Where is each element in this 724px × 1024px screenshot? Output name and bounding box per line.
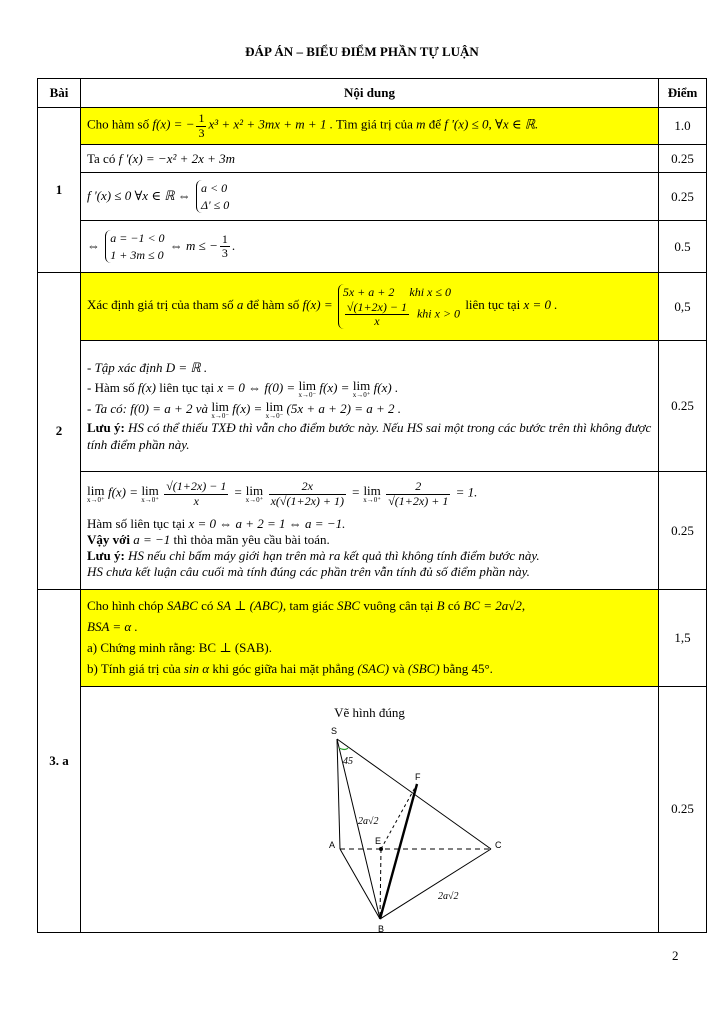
q2-lim-plus-text: lim [352, 378, 371, 394]
q2-r3-lim-4 [363, 484, 381, 504]
q2-r3-f1-n: √(1+2x) − 1 [166, 479, 227, 494]
q2-lim-plus-sub: x→0⁺ [352, 391, 371, 400]
q2-lim-minus-2 [211, 400, 229, 420]
q2-lim-minus-text: lim [298, 378, 316, 394]
header-bai: Bài [38, 79, 81, 108]
q1-statement [81, 108, 659, 145]
q3-l1b: có [201, 598, 214, 614]
q2-piecewise [338, 284, 460, 328]
q2-r3-eq-a: f(x) = [107, 484, 139, 500]
page-number: 2 [672, 948, 679, 963]
q3-statement: Cho hình chóp SABC có SA ⊥ (ABC), tam giác SBC vuông cân tại B có BC = 2a√2, BSA = α . a) Chứng minh rằng: BC ⊥ (SAB). b) Tính giá trị của sin α khi góc giữa hai mặt phẳng (SAC) và (SBC) bằng 45°. [81, 590, 659, 687]
q3-part-a: a) Chứng minh rằng: BC ⊥ (SAB). [87, 640, 273, 655]
q1-func-b: x³ + x² + 3mx + m + 1 . [208, 116, 333, 132]
q2-note: HS có thể thiếu TXĐ thì vẫn cho điểm bước này. Nếu HS sai một trong các bước trên thì không được tính điểm phần này. [87, 420, 652, 453]
q2-r3-frac-1 [164, 480, 228, 507]
table-header [38, 79, 707, 108]
q1-condition [81, 173, 659, 221]
q2-r3-lim-3-text: lim [245, 483, 264, 498]
q2-text-b: để hàm số [246, 297, 300, 313]
q1-score-2: 0.25 [659, 145, 707, 173]
q2-r3-note-1: HS nếu chỉ bấm máy giới hạn trên mà ra kết quả thì không tính điểm bước này. [128, 548, 540, 564]
page-title: ĐÁP ÁN – BIỂU ĐIỂM PHẦN TỰ LUẬN [245, 44, 479, 59]
angle-arc [339, 748, 348, 750]
q1-r3-s2: Δ' ≤ 0 [201, 197, 230, 212]
q3-sbc2: (SBC) [407, 660, 440, 676]
header-diem: Điểm [659, 79, 707, 108]
q1-r3-s1: a < 0 [201, 180, 228, 195]
q1-r4-system [105, 230, 164, 264]
q2-case-2-cond: khi x > 0 [416, 306, 461, 321]
q2-fx: f(x) = [302, 297, 333, 313]
q3-l1d: vuông cân tại [363, 598, 434, 614]
q1-r4-res: ⇔ m ≤ − [169, 237, 218, 253]
q3-sin: sin α [183, 660, 210, 676]
q1-row-3 [38, 173, 707, 221]
label-a: A [329, 839, 336, 850]
q2-number: 2 [38, 273, 81, 590]
q2-r3-note-label: Lưu ý: [87, 548, 125, 564]
q2-l2d: x = 0 ⇔ f(0) = [217, 380, 296, 396]
q2-domain: - Tập xác định D = ℝ . [87, 360, 208, 376]
q2-lim-minus-2-text: lim [211, 399, 229, 415]
q1-number: 1 [38, 108, 81, 273]
q1-r4-dot: . [231, 237, 236, 253]
q3-row-2 [38, 687, 707, 933]
q1-row-1 [38, 108, 707, 145]
q3-sac: (SAC) [357, 660, 390, 676]
q1-r3-system [196, 180, 229, 214]
q2-score-3: 0.25 [659, 472, 707, 590]
q1-frac-d: 3 [198, 125, 205, 140]
q2-r3-f3-n: 2 [386, 480, 450, 494]
q2-lim-minus-sub: x→0⁻ [298, 391, 317, 400]
q2-case-2-den: x [374, 314, 380, 329]
q1-derivative [81, 145, 659, 173]
q3-l1e: có [447, 598, 461, 614]
q2-l2c: liên tục tại [159, 380, 215, 396]
q2-lim-minus-2-sub: x→0⁻ [211, 412, 230, 421]
q2-l2a: - Hàm số [87, 380, 135, 396]
q3-l1c: , tam giác [282, 598, 334, 614]
q1-r2-text: Ta có [87, 150, 116, 166]
q3-lb-b: khi góc giữa hai mặt phẳng [212, 660, 355, 676]
q2-lim-minus-3 [266, 400, 284, 420]
q2-l3a: - Ta có: f(0) = a + 2 và [87, 401, 209, 417]
q3-B: B [436, 598, 445, 614]
q1-row-4 [38, 221, 707, 273]
label-e: E [375, 835, 382, 846]
label-c: C [495, 839, 502, 850]
q2-r3-lim-2-sub: x→0⁺ [141, 496, 159, 504]
q1-r4-arrow: ⇔ [87, 237, 100, 253]
q2-a: a [236, 297, 244, 313]
q1-frac-n: 1 [198, 111, 205, 126]
q3-sbc: SBC [336, 598, 361, 614]
q2-l3b: f(x) = [232, 401, 263, 417]
q2-r3-l3b: a = −1 [133, 531, 171, 547]
q3-perp: SA ⊥ (ABC) [216, 598, 283, 614]
q2-r3-lim-2 [141, 484, 159, 504]
segment-be [380, 849, 381, 919]
q2-r3-lim-4-text: lim [363, 483, 381, 498]
q2-row-1 [38, 273, 707, 341]
q2-r3-f2-n: 2x [269, 480, 346, 494]
q2-r3-l3c: thì thỏa mãn yêu cầu bài toán. [173, 531, 330, 547]
q2-r3-lim-4-sub: x→0⁺ [363, 496, 381, 504]
q1-result [81, 221, 659, 273]
q2-r3-f2-d: x(√(1+2x) + 1) [270, 493, 344, 508]
q2-l2b: f(x) [137, 380, 156, 396]
q2-r3-lim-3-sub: x→0⁺ [245, 496, 264, 504]
q2-lim-minus-3-text: lim [265, 399, 284, 415]
label-length-2: 2a√2 [438, 890, 459, 902]
answer-table [37, 78, 707, 933]
q2-r3-l2a: Hàm số liên tục tại [87, 515, 186, 531]
q3-lb-d: bằng 45°. [442, 660, 493, 676]
label-length-1: 2a√2 [358, 815, 379, 827]
q1-r3-lhs: f '(x) ≤ 0 ∀x ∈ ℝ ⇔ [87, 187, 191, 203]
q1-score-3: 0.25 [659, 173, 707, 221]
label-angle: 45 [343, 755, 353, 767]
q2-r3-l2b: x = 0 ⇔ a + 2 = 1 ⇔ a = −1. [188, 515, 346, 531]
label-s: S [331, 725, 338, 736]
q2-row-2 [38, 341, 707, 472]
q2-r3-eq-b: = [233, 484, 243, 500]
q3-number: 3. a [38, 590, 81, 933]
q3-row-1 [38, 590, 707, 687]
q1-cond: f '(x) ≤ 0, ∀x ∈ ℝ. [444, 116, 539, 132]
edge-ab [340, 849, 380, 919]
q1-frac [196, 112, 206, 139]
q2-note-label: Lưu ý: [87, 420, 125, 436]
q2-case-2-frac [345, 301, 409, 328]
q2-r3-f1-d: x [193, 493, 199, 508]
q2-lim-minus [298, 379, 316, 399]
q1-text-a: Cho hàm số [87, 116, 150, 132]
header-noi-dung: Nội dung [81, 79, 659, 108]
q2-r3-eq-d: = 1. [455, 484, 478, 500]
q2-l2f: f(x) . [373, 380, 399, 396]
segment-ef [381, 784, 417, 849]
q2-score-2: 0.25 [659, 341, 707, 472]
label-f: F [415, 771, 421, 782]
q1-r2-expr: f '(x) = −x² + 2x + 3m [118, 150, 236, 166]
q2-case-1: 5x + a + 2 [342, 285, 395, 300]
q2-x0: x = 0 . [523, 297, 558, 313]
q2-case-1-cond: khi x ≤ 0 [409, 285, 451, 300]
q1-score-4: 0.5 [659, 221, 707, 273]
q2-text-a: Xác định giá trị của tham số [87, 297, 234, 313]
q2-r3-lim-1-sub: x→0⁺ [87, 496, 105, 504]
q2-r3-frac-3 [386, 480, 450, 507]
q2-r3-f3-d: √(1+2x) + 1 [388, 493, 449, 508]
q2-r3-frac-2 [269, 480, 346, 507]
point-e [379, 847, 383, 851]
q3-sabc: SABC [166, 598, 198, 614]
label-b: B [378, 923, 385, 932]
q1-r4-s1: a = −1 < 0 [110, 230, 165, 245]
q1-text-c: để [428, 116, 442, 132]
q2-l3c: (5x + a + 2) = a + 2 . [286, 401, 402, 417]
q3-bc: BC = 2a√2 [463, 598, 522, 614]
q3-score-1: 1,5 [659, 590, 707, 687]
q2-r3-lim-2-text: lim [141, 483, 159, 498]
edge-sa [337, 739, 340, 849]
q1-r4-frac-n: 1 [221, 231, 228, 246]
q2-r3-lim-1-text: lim [87, 483, 105, 498]
q2-solution-2 [81, 472, 659, 590]
q2-r3-eq-c: = [351, 484, 361, 500]
q1-score-1: 1.0 [659, 108, 707, 145]
q2-score-1: 0,5 [659, 273, 707, 341]
q2-lim-plus [353, 379, 371, 399]
q3-l1a: Cho hình chóp [87, 598, 164, 614]
q1-m: m [416, 116, 426, 132]
q3-figure-cell [81, 687, 659, 933]
q1-r4-s2: 1 + 3m ≤ 0 [110, 247, 164, 262]
q2-lim-minus-3-sub: x→0⁻ [265, 412, 284, 421]
q3-caption: Vẽ hình đúng [334, 705, 405, 720]
q1-r4-frac [220, 233, 230, 260]
q1-text-b: Tìm giá trị của [335, 116, 413, 132]
q2-r3-l3a: Vậy với [87, 531, 130, 547]
q1-r4-frac-d: 3 [221, 246, 228, 260]
q2-r3-note-2: HS chưa kết luận câu cuối mà tính đúng các phần trên vẫn tính đủ số điểm phần này. [87, 564, 530, 580]
q2-solution-1 [81, 341, 659, 472]
q3-angle-def: BSA = α . [87, 619, 138, 635]
q2-r3-lim-3 [246, 484, 264, 504]
q3-score-2: 0.25 [659, 687, 707, 933]
q3-lb-a: b) Tính giá trị của [87, 660, 181, 676]
q2-row-3 [38, 472, 707, 590]
q2-l2e: f(x) = [319, 380, 350, 396]
q2-r3-lim-1 [87, 484, 105, 504]
q1-func: f(x) = − [152, 116, 195, 132]
pyramid-figure [81, 722, 657, 932]
q2-case-2-num: √(1+2x) − 1 [346, 300, 407, 315]
q2-text-c: liên tục tại [465, 297, 521, 313]
q1-row-2 [38, 145, 707, 173]
q2-statement [81, 273, 659, 341]
q3-lb-c: và [392, 660, 405, 676]
